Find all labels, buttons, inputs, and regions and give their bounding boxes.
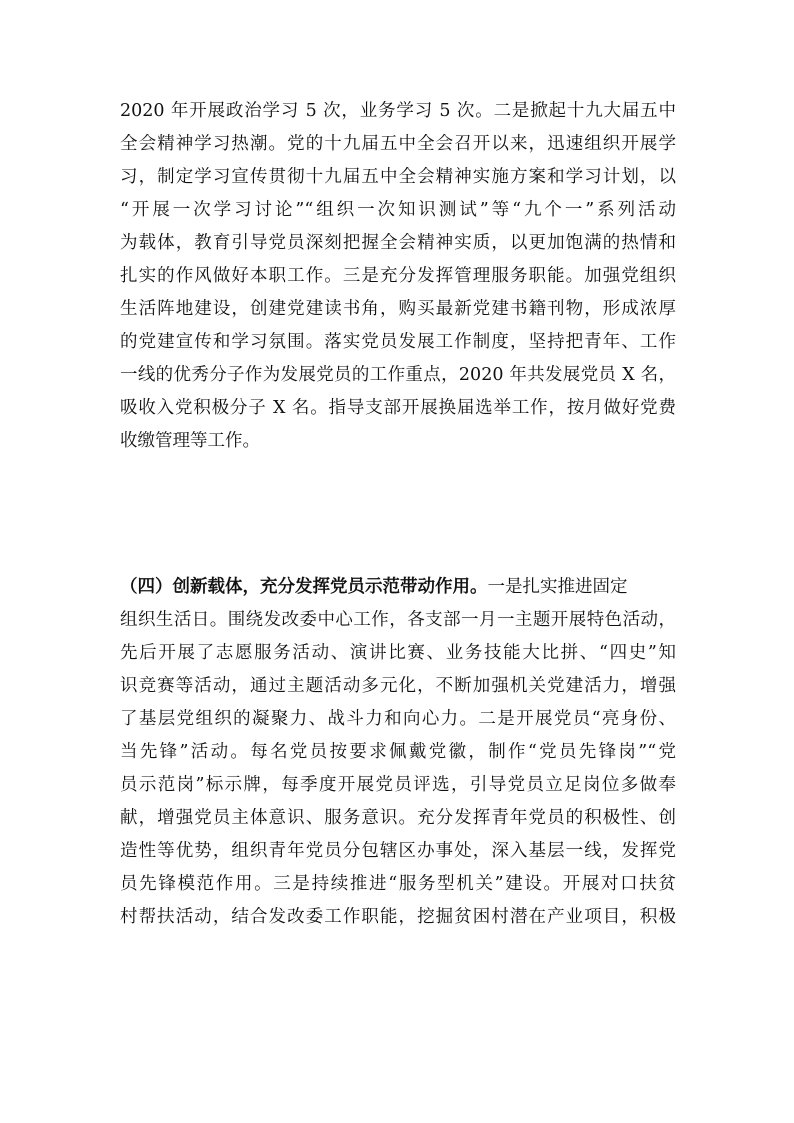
heading-line	[120, 571, 676, 604]
text-line: 献，增强党员主体意识、服务意识。充分发挥青年党员的积极性、创	[120, 808, 676, 828]
text-line: 村帮扶活动，结合发改委工作职能，挖掘贫困村潜在产业项目，积极	[120, 907, 676, 927]
text-line: 吸收入党积极分子 X 名。指导支部开展换届选举工作，按月做好党费	[120, 398, 676, 418]
text-line: 识竞赛等活动，通过主题活动多元化，不断加强机关党建活力，增强	[120, 676, 676, 696]
text-line: 先后开展了志愿服务活动、演讲比赛、业务技能大比拼、“四史”知	[120, 643, 676, 663]
text-line: 全会精神学习热潮。党的十九届五中全会召开以来，迅速组织开展学	[120, 134, 676, 154]
text-line: 扎实的作风做好本职工作。三是充分发挥管理服务职能。加强党组织	[120, 266, 676, 286]
text-line: 员示范岗”标示牌，每季度开展党员评选，引导党员立足岗位多做奉	[120, 775, 676, 795]
text-line: 造性等优势，组织青年党员分包辖区办事处，深入基层一线，发挥党	[120, 841, 676, 861]
text-line: 一线的优秀分子作为发展党员的工作重点，2020 年共发展党员 X 名，	[120, 365, 676, 385]
text-line: 习，制定学习宣传贯彻十九届五中全会精神实施方案和学习计划，以	[120, 167, 676, 187]
section-heading: （四）创新载体，充分发挥党员示范带动作用。	[120, 577, 488, 597]
paragraph-innovation-carrier	[120, 571, 676, 934]
text-line: 当先锋”活动。每名党员按要求佩戴党徽，制作“党员先锋岗”“党	[120, 742, 676, 762]
text-line: “开展一次学习讨论”“组织一次知识测试”等“九个一”系列活动	[120, 200, 676, 220]
paragraph-party-study	[120, 95, 676, 458]
text-line: 2020 年开展政治学习 5 次，业务学习 5 次。二是掀起十九大届五中	[120, 101, 676, 121]
text-line: 收缴管理等工作。	[120, 431, 260, 451]
text-line: 员先锋模范作用。三是持续推进“服务型机关”建设。开展对口扶贫	[120, 874, 676, 894]
text-line: 了基层党组织的凝聚力、战斗力和向心力。二是开展党员“亮身份、	[120, 709, 676, 729]
text-run: 一是扎实推进固定	[487, 577, 628, 597]
text-line: 为载体，教育引导党员深刻把握全会精神实质，以更加饱满的热情和	[120, 233, 676, 253]
text-line: 生活阵地建设，创建党建读书角，购买最新党建书籍刊物，形成浓厚	[120, 299, 676, 319]
text-line: 的党建宣传和学习氛围。落实党员发展工作制度，坚持把青年、工作	[120, 332, 676, 352]
text-line: 组织生活日。围绕发改委中心工作，各支部一月一主题开展特色活动，	[120, 610, 676, 630]
